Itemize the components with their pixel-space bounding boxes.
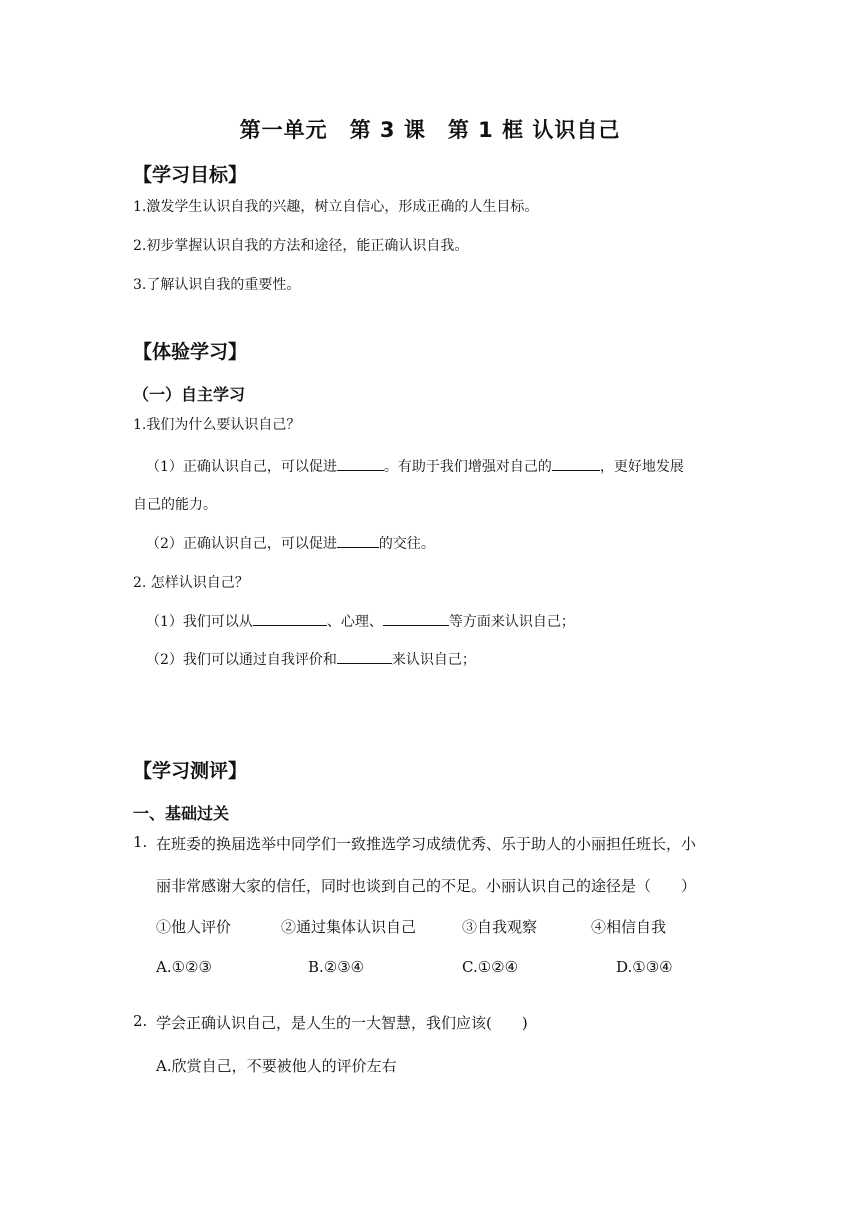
- question-2-text: 2. 怎样认识自己？: [133, 575, 249, 591]
- question-1-part-2: [146, 533, 435, 553]
- text-segment: （2）我们可以通过自我评价和: [146, 652, 337, 668]
- page-title: 第一单元 第 3 课 第 1 框 认识自己: [239, 118, 621, 142]
- question-2-part-1: [146, 611, 575, 631]
- statement-item: ②通过集体认识自己: [281, 918, 417, 936]
- text-segment: 来认识自己；: [391, 652, 476, 668]
- fill-blank[interactable]: [337, 649, 392, 664]
- fill-blank[interactable]: [552, 456, 600, 471]
- statement-item: ③自我观察: [462, 918, 538, 936]
- assessment-subheading: 一、基础过关: [133, 804, 230, 823]
- question-1-part-1-cont: 自己的能力。: [133, 497, 217, 513]
- answer-option-c[interactable]: C.①②④: [462, 958, 519, 976]
- objective-item: 2.初步掌握认识自我的方法和途径，能正确认识自我。: [133, 238, 469, 254]
- test-question-2-number: 2.: [133, 1012, 148, 1030]
- fill-blank[interactable]: [253, 611, 327, 626]
- test-question-2-line: 学会正确认识自己，是人生的一大智慧，我们应该( ): [156, 1014, 528, 1032]
- answer-option-d[interactable]: D.①③④: [616, 958, 673, 976]
- statement-item: ④相信自我: [591, 918, 667, 936]
- assessment-heading: 【学习测评】: [133, 760, 248, 782]
- answer-option-b[interactable]: B.②③④: [308, 958, 365, 976]
- text-segment: 、心理、: [326, 614, 383, 630]
- experience-heading: 【体验学习】: [133, 341, 248, 363]
- fill-blank[interactable]: [337, 456, 384, 471]
- answer-option-a[interactable]: A.①②③: [156, 958, 212, 976]
- objective-item: 1.激发学生认识自我的兴趣，树立自信心，形成正确的人生目标。: [133, 199, 539, 215]
- text-segment: ，更好地发展: [599, 459, 684, 475]
- objective-item: 3.了解认识自我的重要性。: [133, 277, 301, 293]
- fill-blank[interactable]: [337, 533, 379, 548]
- test-question-1-line: 丽非常感谢大家的信任，同时也谈到自己的不足。小丽认识自己的途径是（ ）: [156, 877, 697, 895]
- text-segment: 的交往。: [378, 536, 435, 552]
- text-segment: （1）我们可以从: [146, 614, 253, 630]
- question-1-text: 1.我们为什么要认识自己？: [133, 417, 301, 433]
- objectives-heading: 【学习目标】: [133, 164, 248, 186]
- answer-option-a[interactable]: A.欣赏自己，不要被他人的评价左右: [156, 1057, 397, 1075]
- text-segment: （2）正确认识自己，可以促进: [146, 536, 337, 552]
- text-segment: 。有助于我们增强对自己的: [383, 459, 552, 475]
- text-segment: （1）正确认识自己，可以促进: [146, 459, 337, 475]
- statement-item: ①他人评价: [156, 918, 232, 936]
- experience-subheading: （一）自主学习: [133, 385, 246, 404]
- test-question-1-line: 在班委的换届选举中同学们一致推选学习成绩优秀、乐于助人的小丽担任班长，小: [156, 835, 697, 853]
- fill-blank[interactable]: [383, 611, 449, 626]
- question-1-part-1: [146, 456, 684, 476]
- test-question-1-number: 1.: [133, 833, 148, 851]
- question-2-part-2: [146, 649, 476, 669]
- text-segment: 等方面来认识自己；: [448, 614, 575, 630]
